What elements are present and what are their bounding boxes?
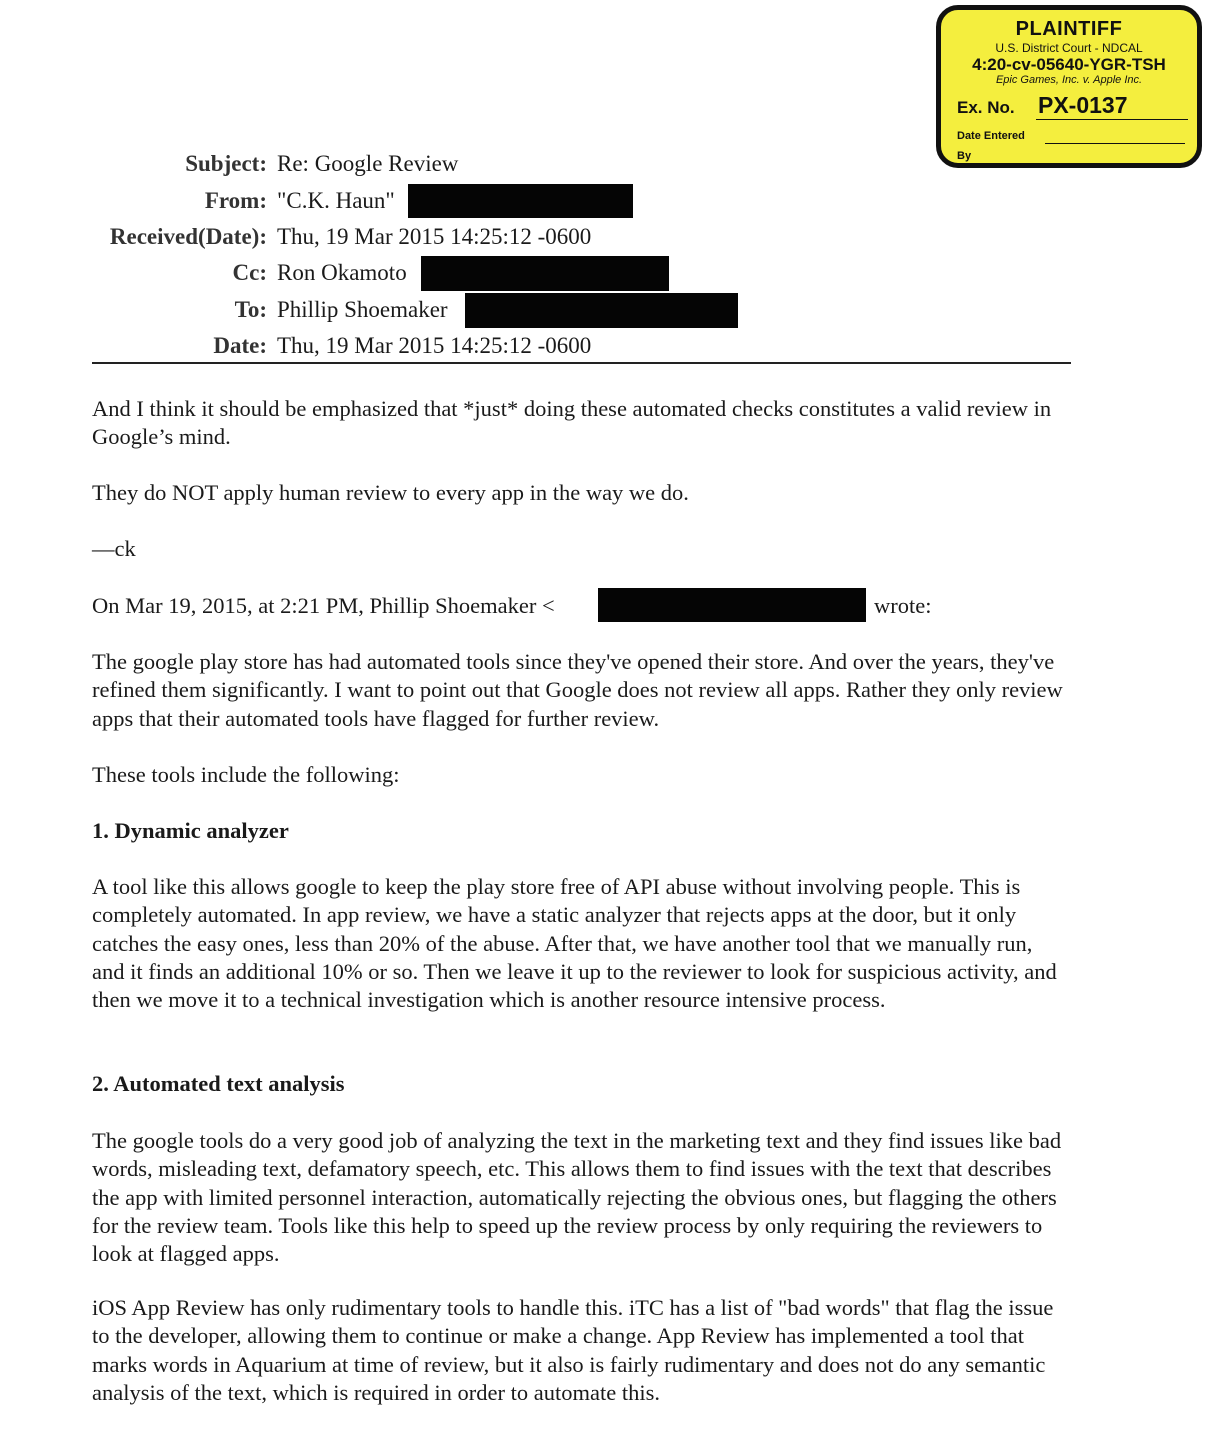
header-divider (92, 362, 1071, 364)
quote-intro-wrote: wrote: (874, 593, 932, 618)
paragraph-play-store: The google play store has had automated tools since they've opened their store. And over the years, they've refined them significantly. I want to point out that Google does not review all apps. Rather they only review apps that their automated tools have flagged for further review. (92, 649, 1063, 731)
redaction-from (408, 184, 633, 218)
subject-value: Re: Google Review (277, 151, 459, 176)
date-value: Thu, 19 Mar 2015 14:25:12 -0600 (277, 333, 592, 358)
sticker-court: U.S. District Court - NDCAL (995, 41, 1143, 55)
quote-intro: On Mar 19, 2015, at 2:21 PM, Phillip Shoemaker < (92, 593, 555, 618)
paragraph-human-review: They do NOT apply human review to every app in the way we do. (92, 480, 689, 505)
exhibit-sticker (936, 5, 1202, 168)
heading-dynamic-analyzer: 1. Dynamic analyzer (92, 818, 289, 843)
paragraph-emphasis: And I think it should be emphasized that *just* doing these automated checks constitutes a valid review in Google’s mind. (92, 396, 1052, 450)
signature: —ck (92, 536, 136, 561)
sticker-exhibit-number: PX-0137 (1036, 92, 1188, 120)
cc-value: Ron Okamoto (277, 260, 407, 285)
paragraph-dynamic-analyzer: A tool like this allows google to keep the play store free of API abuse without involving people. This is completely automated. In app review, we have a static analyzer that rejects apps at the door, but it only catches the easy ones, less than 20% of the abuse. After that, we have another tool that we manually run, and it finds an additional 10% or so. Then we leave it up to the reviewer to look for suspicious activity, and then we move it to a technical investigation which is another resource intensive process. (92, 874, 1057, 1013)
date-label: Date: (213, 333, 267, 358)
paragraph-ios-review: iOS App Review has only rudimentary tools to handle this. iTC has a list of "bad words" that flag the issue to the developer, allowing them to continue or make a change. App Review has implemented a tool that marks words in Aquarium at time of review, but it also is fairly rudimentary and does not do any semantic analysis of the text, which is required in order to automate this. (92, 1295, 1054, 1405)
sticker-parties: Epic Games, Inc. v. Apple Inc. (995, 74, 1143, 86)
to-label: To: (234, 297, 267, 322)
subject-label: Subject: (185, 151, 267, 176)
sticker-date-line (1045, 143, 1185, 144)
sticker-title: PLAINTIFF (1015, 18, 1123, 40)
to-value: Phillip Shoemaker (277, 297, 448, 322)
sticker-date-entered-label: Date Entered (957, 130, 1025, 142)
redaction-cc (421, 256, 669, 291)
cc-label: Cc: (232, 260, 267, 285)
from-value: "C.K. Haun" (277, 188, 395, 213)
paragraph-text-analysis: The google tools do a very good job of analyzing the text in the marketing text and they find issues like bad words, misleading text, defamatory speech, etc. This allows them to find issues with the text that describes the app with limited personnel interaction, automatically rejecting the obvious ones, but flagging the others for the review team. Tools like this help to speed up the review process by only requiring the reviewers to look at flagged apps. (92, 1128, 1062, 1267)
redaction-to (465, 293, 738, 328)
sticker-case-number: 4:20-cv-05640-YGR-TSH (972, 55, 1166, 74)
from-label: From: (204, 188, 267, 213)
received-label: Received(Date): (109, 224, 267, 249)
redaction-quote-email (598, 588, 866, 622)
sticker-by-label: By (957, 150, 972, 162)
paragraph-tools-intro: These tools include the following: (92, 762, 400, 787)
sticker-exhibit-label: Ex. No. (957, 98, 1015, 117)
received-value: Thu, 19 Mar 2015 14:25:12 -0600 (277, 224, 592, 249)
sticker-by-line (979, 163, 1185, 164)
heading-text-analysis: 2. Automated text analysis (92, 1071, 345, 1096)
